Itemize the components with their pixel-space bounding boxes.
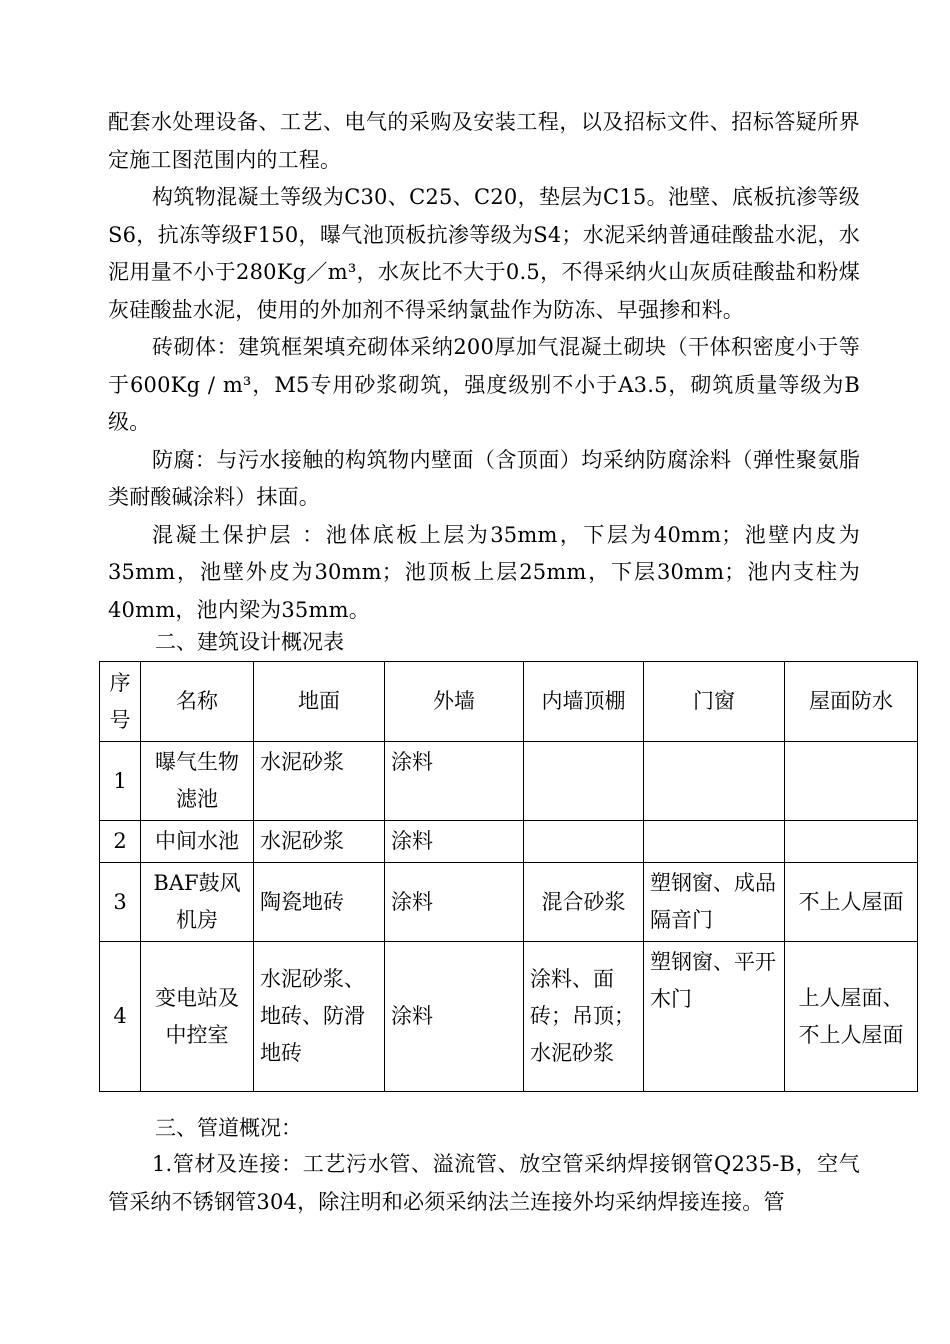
table-cell bbox=[785, 742, 918, 821]
body-text bbox=[108, 104, 860, 629]
table-cell: 塑钢窗、平开木门 bbox=[644, 942, 785, 1092]
table-cell: 3 bbox=[100, 863, 141, 942]
design-summary-table bbox=[99, 661, 918, 1092]
table-cell bbox=[644, 821, 785, 863]
header-cell: 地面 bbox=[254, 662, 385, 742]
header-cell: 外墙 bbox=[385, 662, 524, 742]
table-cell: 1 bbox=[100, 742, 141, 821]
paragraph-pipes: 1.管材及连接：工艺污水管、溢流管、放空管采纳焊接钢管Q235-B，空气管采纳不锈钢管304，除注明和必须采纳法兰连接外均采纳焊接连接。管 bbox=[108, 1152, 860, 1214]
header-cell: 屋面防水 bbox=[785, 662, 918, 742]
table-cell: 涂料 bbox=[385, 821, 524, 863]
table-cell: 水泥砂浆 bbox=[254, 821, 385, 863]
table-cell: 变电站及中控室 bbox=[141, 942, 254, 1092]
table-cell: 涂料、面砖；吊顶；水泥砂浆 bbox=[524, 942, 644, 1092]
paragraph-anticorrosion: 防腐：与污水接触的构筑物内壁面（含顶面）均采纳防腐涂料（弹性聚氨脂类耐酸碱涂料）抹面。 bbox=[108, 447, 860, 509]
table-cell: 混合砂浆 bbox=[524, 863, 644, 942]
table-row bbox=[100, 821, 918, 863]
table-cell: BAF鼓风机房 bbox=[141, 863, 254, 942]
table-row bbox=[100, 742, 918, 821]
header-cell: 内墙顶棚 bbox=[524, 662, 644, 742]
table-cell: 不上人屋面 bbox=[785, 863, 918, 942]
table-cell: 塑钢窗、成品隔音门 bbox=[644, 863, 785, 942]
paragraph-scope: 配套水处理设备、工艺、电气的采购及安装工程，以及招标文件、招标答疑所界定施工图范围内的工程。 bbox=[108, 110, 860, 172]
table-cell: 水泥砂浆 bbox=[254, 742, 385, 821]
table-cell: 陶瓷地砖 bbox=[254, 863, 385, 942]
table-cell: 水泥砂浆、地砖、防滑地砖 bbox=[254, 942, 385, 1092]
table-cell bbox=[524, 742, 644, 821]
table-cell bbox=[644, 742, 785, 821]
table-cell bbox=[524, 821, 644, 863]
table-cell: 涂料 bbox=[385, 863, 524, 942]
header-cell: 名称 bbox=[141, 662, 254, 742]
table-cell: 上人屋面、不上人屋面 bbox=[785, 942, 918, 1092]
section-3-title: 三、管道概况： bbox=[155, 1116, 302, 1140]
table-cell: 中间水池 bbox=[141, 821, 254, 863]
table-cell: 2 bbox=[100, 821, 141, 863]
table-cell: 涂料 bbox=[385, 942, 524, 1092]
table-cell: 曝气生物滤池 bbox=[141, 742, 254, 821]
table-cell: 涂料 bbox=[385, 742, 524, 821]
table-cell bbox=[785, 821, 918, 863]
table-header-row bbox=[100, 662, 918, 742]
table-row bbox=[100, 942, 918, 1092]
table-row bbox=[100, 863, 918, 942]
table-cell: 4 bbox=[100, 942, 141, 1092]
paragraph-masonry: 砖砌体：建筑框架填充砌体采纳200厚加气混凝土砌块（干体积密度小于等于600Kg / m³，M5专用砂浆砌筑，强度级别不小于A3.5，砌筑质量等级为B级。 bbox=[108, 335, 860, 434]
paragraph-concrete: 构筑物混凝土等级为C30、C25、C20，垫层为C15。池壁、底板抗渗等级S6，抗冻等级F150，曝气池顶板抗渗等级为S4；水泥采纳普通硅酸盐水泥，水泥用量不小于280Kg／m³，水灰比不大于0.5，不得采纳火山灰质硅酸盐和粉煤灰硅酸盐水泥，使用的外加剂不得采纳氯盐作为防冻、早强掺和料。 bbox=[108, 185, 860, 322]
section-2-title: 二、建筑设计概况表 bbox=[155, 630, 344, 654]
header-cell: 门窗 bbox=[644, 662, 785, 742]
paragraph-cover: 混凝土保护层 ：池体底板上层为35mm，下层为40mm；池壁内皮为35mm，池壁外皮为30mm；池顶板上层25mm，下层30mm；池内支柱为40mm，池内梁为35mm。 bbox=[108, 522, 860, 622]
header-cell: 序号 bbox=[100, 662, 141, 742]
